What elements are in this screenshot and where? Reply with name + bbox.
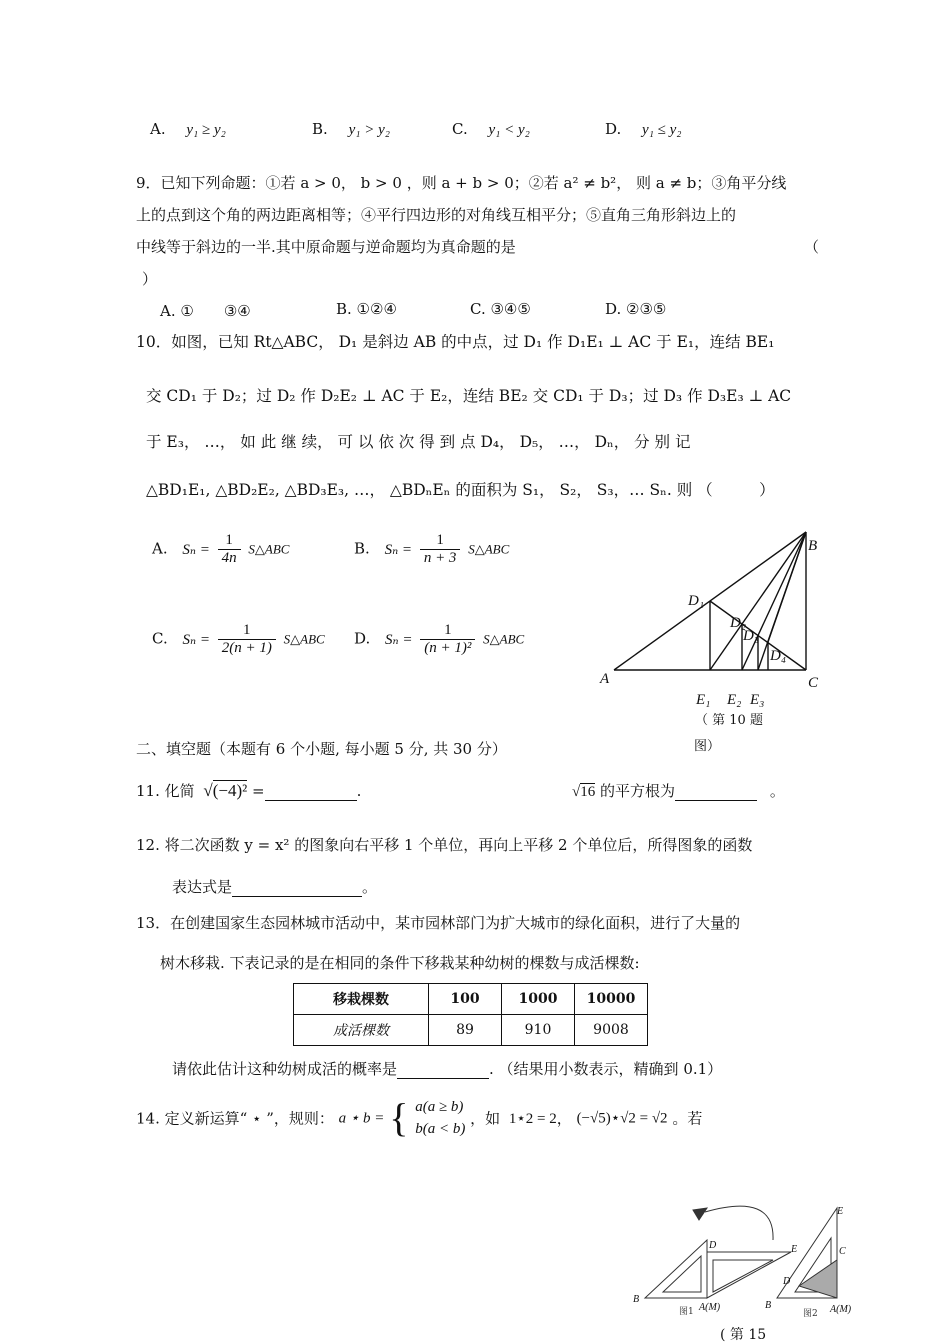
q9-option-b: B. ①②④ [336, 300, 397, 318]
q9-paren-close: ） [142, 270, 158, 288]
label-e1: E₁ [696, 692, 711, 708]
fig2-label-am: A(M) [830, 1304, 852, 1315]
segment-bd4 [768, 532, 806, 642]
fig1-triangle-outer [645, 1240, 707, 1298]
label-a: A [600, 671, 610, 687]
table-cell: 1000 [502, 984, 575, 1015]
q12-line1: 12. 将二次函数 y = x² 的图象向右平移 1 个单位，再向上平移 2 个单位后，所得图象的函数 [136, 836, 753, 854]
fig2-label-e-mid: E [791, 1244, 798, 1255]
fig2-label-c: C [839, 1246, 846, 1257]
table-cell: 9008 [575, 1015, 648, 1046]
q10-line4: △BD₁E₁, △BD₂E₂, △BD₃E₃, …， △BDₙEₙ 的面积为 S₁， S₂， S₃，… Sₙ. 则 （ ） [146, 481, 775, 499]
q8-option-d: D. y₁ ≤ y₂ [605, 120, 682, 138]
table-cell: 成活棵数 [294, 1015, 429, 1046]
label-d1: D₁ [688, 593, 705, 609]
label-b: B [808, 538, 818, 554]
label-d4: D₄ [770, 648, 787, 664]
q9-paren-open: （ [804, 238, 820, 256]
fig1-set-square-outer [707, 1252, 791, 1298]
q13-line1: 13．在创建国家生态园林城市活动中，某市园林部门为扩大城市的绿化面积，进行了大量的 [136, 914, 741, 932]
q10-option-c: C. Sₙ = $\frac{1}{2(n + 1)}$ S△ABC [152, 622, 325, 656]
table-cell: 89 [429, 1015, 502, 1046]
q9-line3: 中线等于斜边的一半.其中原命题与逆命题均为真命题的是 [136, 238, 516, 256]
table-cell: 100 [429, 984, 502, 1015]
q13-line3: 请依此估计这种幼树成活的概率是 . （结果用小数表示，精确到 0.1） [172, 1060, 723, 1078]
q10-caption-1: （ 第 10 题 [695, 713, 763, 728]
q15-caption: ( 第 15 [720, 1327, 767, 1343]
q9-option-d: D. ②③⑤ [605, 300, 667, 318]
q13-line2: 树木移栽. 下表记录的是在相同的条件下移栽某种幼树的棵数与成活棵数: [160, 954, 640, 972]
q14-line: 14. 定义新运算“ ⋆ ”，规则： a ⋆ b = { a(a ≥ b) b(a < b) ，如 1⋆2 = 2， (−√5)⋆√2 = √2 。若 [136, 1095, 703, 1140]
q9-line1: 9．已知下列命题：①若 a > 0， b > 0 ，则 a + b > 0；②若 a² ≠ b²， 则 a ≠ b；③角平分线 [136, 174, 787, 192]
fig2-caption: 图2 [803, 1309, 818, 1319]
fig1-label-am: A(M) [699, 1302, 721, 1313]
q10-line3: 于 E₃， …， 如 此 继 续， 可 以 依 次 得 到 点 D₄， D₅， …， Dₙ， 分 别 记 [146, 433, 691, 451]
q13-table [293, 983, 648, 1046]
table-cell: 910 [502, 1015, 575, 1046]
fig1-label-b: B [633, 1294, 640, 1305]
fig1-caption: 图1 [679, 1307, 694, 1317]
fig2-label-d: D [783, 1276, 791, 1287]
fig1-set-square-inner [713, 1260, 773, 1292]
label-c: C [808, 675, 819, 691]
q10-line1: 10．如图，已知 Rt△ABC， D₁ 是斜边 AB 的中点，过 D₁ 作 D₁E₁ ⊥ AC 于 E₁，连结 BE₁ [136, 333, 775, 351]
label-e3: E₃ [750, 692, 765, 708]
q11-part2: √16 的平方根为 。 [572, 782, 785, 800]
q10-option-b: B. Sₙ = $\frac{1}{n + 3}$ S△ABC [354, 532, 510, 566]
q10-option-d: D. Sₙ = $\frac{1}{\text{(n + 1)²}}$ S△ABC [354, 622, 525, 656]
arrow-head [693, 1208, 707, 1220]
q8-option-a: A. y₁ ≥ y₂ [150, 120, 226, 138]
q15-figure [625, 1200, 865, 1340]
q10-option-a: A. Sₙ = $\frac{1}{4n}$ S△ABC [152, 532, 290, 566]
q8-option-b: B. y₁ > y₂ [312, 120, 390, 138]
table-row [294, 984, 648, 1015]
table-row [294, 1015, 648, 1046]
fig2-label-e-top: E [837, 1206, 844, 1217]
table-cell: 移栽棵数 [294, 984, 429, 1015]
fig1-triangle-inner [663, 1256, 701, 1292]
label-d3: D₃ [743, 628, 760, 644]
q9-line2: 上的点到这个角的两边距离相等；④平行四边形的对角线互相平分；⑤直角三角形斜边上的 [136, 206, 737, 224]
label-e2: E₂ [727, 692, 742, 708]
q9-option-a: A. ① ③④ [160, 302, 251, 320]
table-cell: 10000 [575, 984, 648, 1015]
q8-option-c: C. y₁ < y₂ [452, 120, 530, 138]
fig1-label-d: D [709, 1240, 717, 1251]
fig2-label-b: B [765, 1300, 772, 1311]
q10-figure [590, 520, 830, 760]
rotation-arrow [705, 1206, 773, 1240]
label-d2: D₂ [730, 615, 747, 631]
q11-part1: 11. 化简 √(−4)² = . [136, 781, 362, 800]
q10-line2: 交 CD₁ 于 D₂；过 D₂ 作 D₂E₂ ⊥ AC 于 E₂，连结 BE₂ 交 CD₁ 于 D₃；过 D₃ 作 D₃E₃ ⊥ AC [146, 387, 792, 405]
section-2-heading: 二、填空题（本题有 6 个小题, 每小题 5 分, 共 30 分） [136, 740, 507, 758]
q10-caption-2: 图） [694, 739, 721, 754]
q12-line2: 表达式是 。 [172, 878, 378, 896]
q9-option-c: C. ③④⑤ [470, 300, 531, 318]
